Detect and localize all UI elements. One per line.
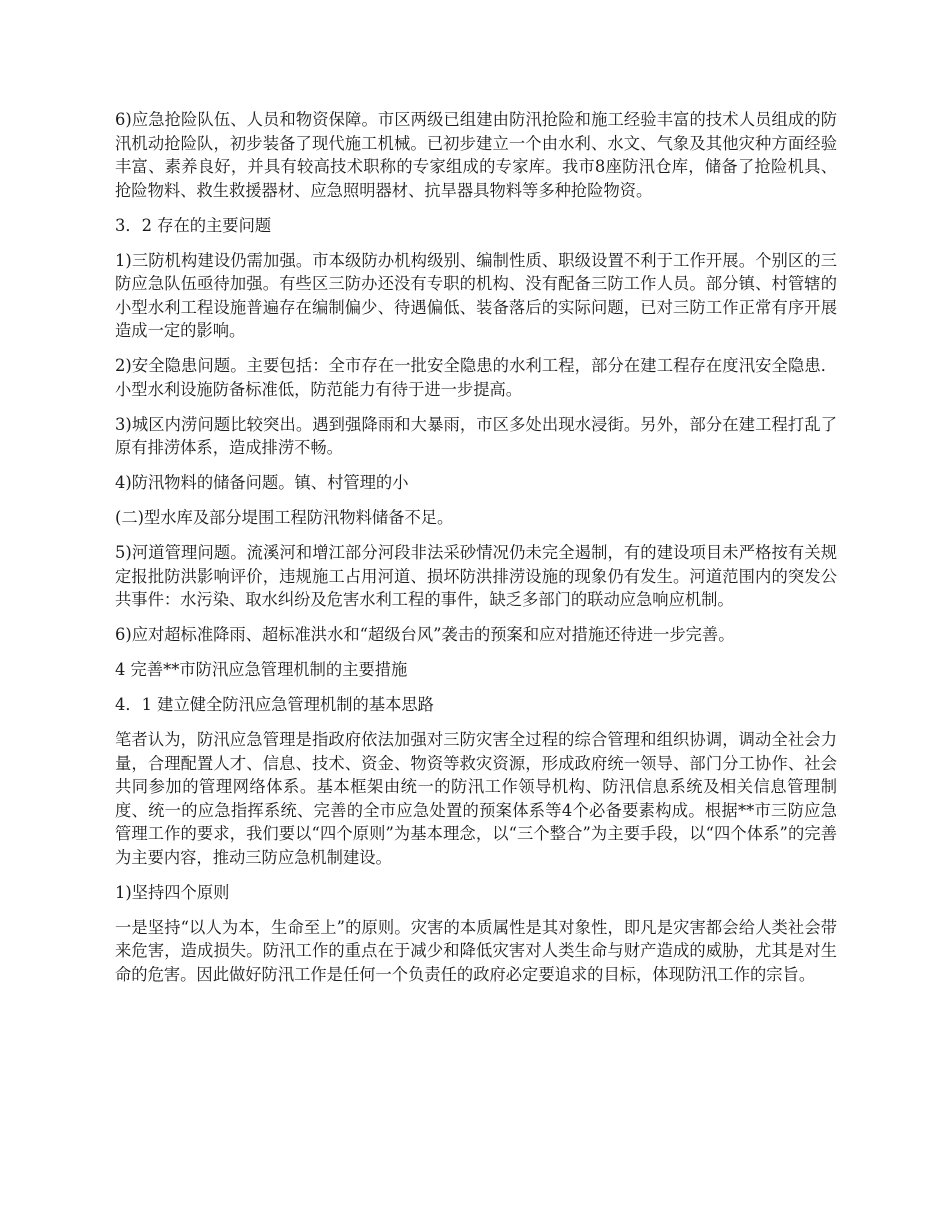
paragraph-principle-1: 一是坚持“以人为本，生命至上”的原则。灾害的本质属性是其对象性，即凡是灾害都会给人类社会带来危害，造成损失。防汛工作的重点在于减少和降低灾害对人类生命与财产造成的威胁，尤其是对生命的危害。因此做好防汛工作是任何一个负责任的政府必定要追求的目标，体现防汛工作的宗旨。 [115,917,837,984]
section-heading-4-1: 4．1 建立健全防汛应急管理机制的基本思路 [115,695,434,714]
paragraph-emergency-team: 6)应急抢险队伍、人员和物资保障。市区两级已组建由防汛抢险和施工经验丰富的技术人员组成的防汛机动抢险队，初步装备了现代施工机械。已初步建立一个由水利、水文、气象及其他灾种方面经验丰富、素养良好，并具有较高技术职称的专家组成的专家库。我市8座防汛仓库，储备了抢险机具、抢险物料、救生救援器材、应急照明器材、抗旱器具物料等多种抢险物资。 [115,110,837,200]
section-heading-3-2: 3．2 存在的主要问题 [115,215,272,235]
paragraph-issue-2: 2)安全隐患问题。主要包括：全市存在一批安全隐患的水利工程，部分在建工程存在度汛安全隐患．小型水利设施防备标准低，防范能力有待于进一步提高。 [115,356,837,399]
subheading-four-principles: 1)坚持四个原则 [115,882,230,902]
document-body [115,108,837,998]
paragraph-issue-4-cont: (二)型水库及部分堤围工程防汛物料储备不足。 [115,508,454,527]
paragraph-basic-approach: 笔者认为，防汛应急管理是指政府依法加强对三防灾害全过程的综合管理和组织协调，调动全社会力量，合理配置人才、信息、技术、资金、物资等救灾资源，形成政府统一领导、部门分工协作、社会共同参加的管理网络体系。基本框架由统一的防汛工作领导机构、防汛信息系统及相关信息管理制度、统一的应急指挥系统、完善的全市应急处置的预案体系等4个必备要素构成。根据**市三防应急管理工作的要求，我们要以“四个原则”为基本理念，以“三个整合”为主要手段，以“四个体系”的完善为主要内容，推动三防应急机制建设。 [115,730,837,867]
paragraph-issue-5: 5)河道管理问题。流溪河和增江部分河段非法采砂情况仍未完全遏制，有的建设项目未严格按有关规定报批防洪影响评价，违规施工占用河道、损坏防洪排涝设施的现象仍有发生。河道范围内的突发公共事件：水污染、取水纠纷及危害水利工程的事件，缺乏多部门的联动应急响应机制。 [115,543,837,609]
section-heading-4: 4 完善**市防汛应急管理机制的主要措施 [115,660,408,679]
paragraph-issue-6: 6)应对超标准降雨、超标准洪水和“超级台风”袭击的预案和应对措施还待进一步完善。 [115,625,735,644]
paragraph-issue-3: 3)城区内涝问题比较突出。遇到强降雨和大暴雨，市区多处出现水浸街。另外，部分在建工程打乱了原有排涝体系，造成排涝不畅。 [115,414,837,457]
paragraph-issue-4: 4)防汛物料的储备问题。镇、村管理的小 [115,473,409,492]
paragraph-issue-1: 1)三防机构建设仍需加强。市本级防办机构级别、编制性质、职级设置不利于工作开展。个别区的三防应急队伍亟待加强。有些区三防办还没有专职的机构、没有配备三防工作人员。部分镇、村管辖的小型水利工程设施普遍存在编制偏少、待遇偏低、装备落后的实际问题，已对三防工作正常有序开展造成一定的影响。 [115,250,837,340]
